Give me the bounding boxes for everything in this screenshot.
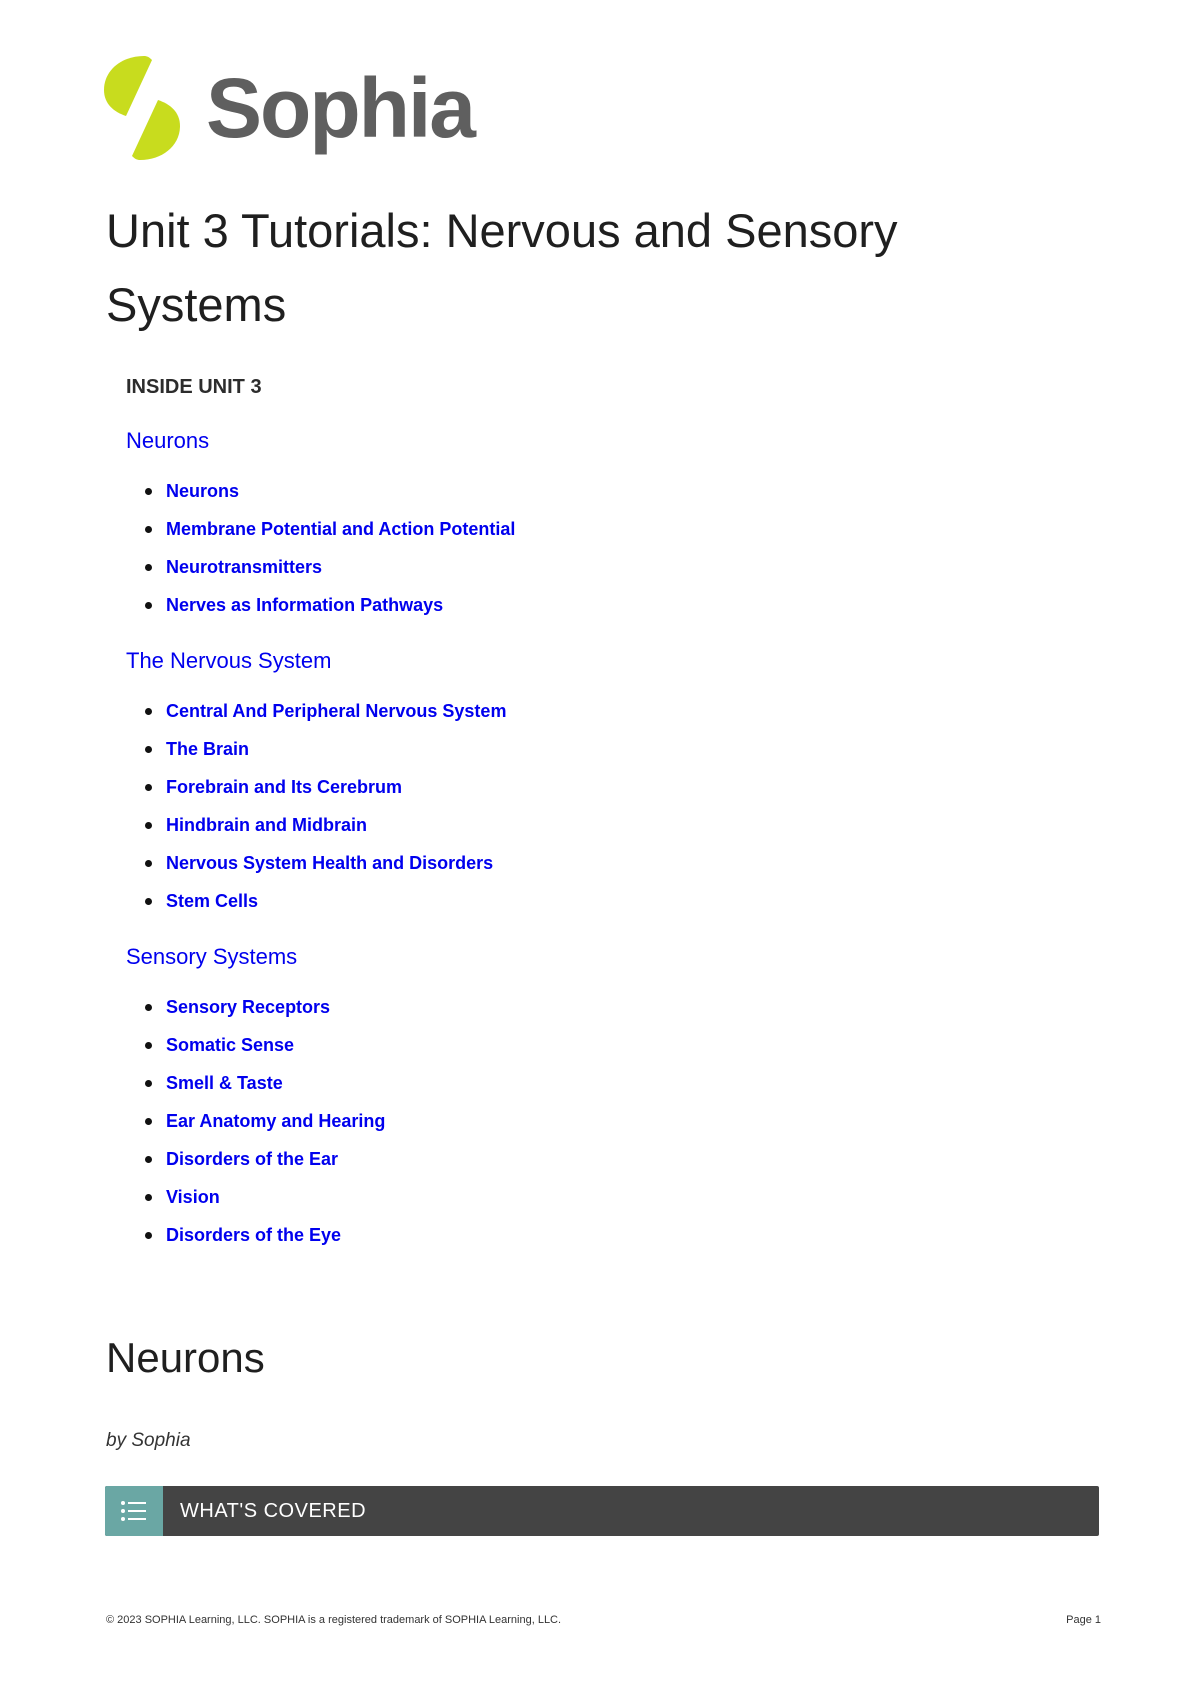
list-item (126, 1102, 926, 1140)
sophia-wordmark: Sophia (206, 61, 475, 155)
toc-section-sensory-systems[interactable]: Sensory Systems (126, 944, 298, 969)
toc-link[interactable]: Neurotransmitters (166, 557, 323, 577)
list-item (126, 1026, 926, 1064)
list-item (126, 844, 926, 882)
toc-link[interactable]: Stem Cells (166, 891, 259, 911)
list-item (126, 472, 926, 510)
list-item (126, 548, 926, 586)
list-item (126, 882, 926, 920)
toc-link[interactable]: Sensory Receptors (166, 997, 331, 1017)
toc-section-nervous-system[interactable]: The Nervous System (126, 648, 332, 673)
list-icon (105, 1486, 163, 1536)
list-item (126, 1216, 926, 1254)
footer-page-number: Page 1 (1066, 1614, 1101, 1626)
footer-copyright: © 2023 SOPHIA Learning, LLC. SOPHIA is a registered trademark of SOPHIA Learning, LLC. (106, 1614, 562, 1626)
toc-link[interactable]: Ear Anatomy and Hearing (166, 1111, 386, 1131)
whats-covered-label: WHAT'S COVERED (180, 1499, 367, 1522)
toc-link[interactable]: Vision (166, 1187, 220, 1207)
toc-section-neurons[interactable]: Neurons (126, 428, 210, 453)
toc-link[interactable]: Forebrain and Its Cerebrum (166, 777, 403, 797)
toc-link[interactable]: Somatic Sense (166, 1035, 295, 1055)
list-item (126, 806, 926, 844)
toc-link[interactable]: Nervous System Health and Disorders (166, 853, 494, 873)
list-item (126, 510, 926, 548)
toc-heading: INSIDE UNIT 3 (126, 376, 262, 398)
toc-link[interactable]: Membrane Potential and Action Potential (166, 519, 516, 539)
whats-covered-bar (105, 1486, 1099, 1536)
toc-list-nervous-system (126, 692, 926, 920)
sophia-logo (104, 56, 474, 160)
list-item (126, 586, 926, 624)
document-title: Unit 3 Tutorials: Nervous and Sensory Systems (106, 204, 898, 331)
toc-link[interactable]: Smell & Taste (166, 1073, 283, 1093)
list-item (126, 1064, 926, 1102)
toc-link[interactable]: Disorders of the Eye (166, 1225, 342, 1245)
toc-link[interactable]: Nerves as Information Pathways (166, 595, 444, 615)
sophia-mark-icon (104, 56, 180, 160)
toc-list-neurons (126, 472, 926, 624)
toc-link[interactable]: Hindbrain and Midbrain (166, 815, 367, 835)
list-item (126, 730, 926, 768)
toc-link[interactable]: Disorders of the Ear (166, 1149, 339, 1169)
toc-link[interactable]: Central And Peripheral Nervous System (166, 701, 507, 721)
list-item (126, 692, 926, 730)
list-item (126, 988, 926, 1026)
byline: by Sophia (106, 1430, 191, 1451)
list-item (126, 1140, 926, 1178)
table-of-contents (126, 372, 926, 1254)
list-item (126, 768, 926, 806)
list-item (126, 1178, 926, 1216)
toc-link[interactable]: Neurons (166, 481, 240, 501)
toc-link[interactable]: The Brain (166, 739, 250, 759)
toc-list-sensory-systems (126, 988, 926, 1254)
article-title: Neurons (106, 1334, 265, 1381)
